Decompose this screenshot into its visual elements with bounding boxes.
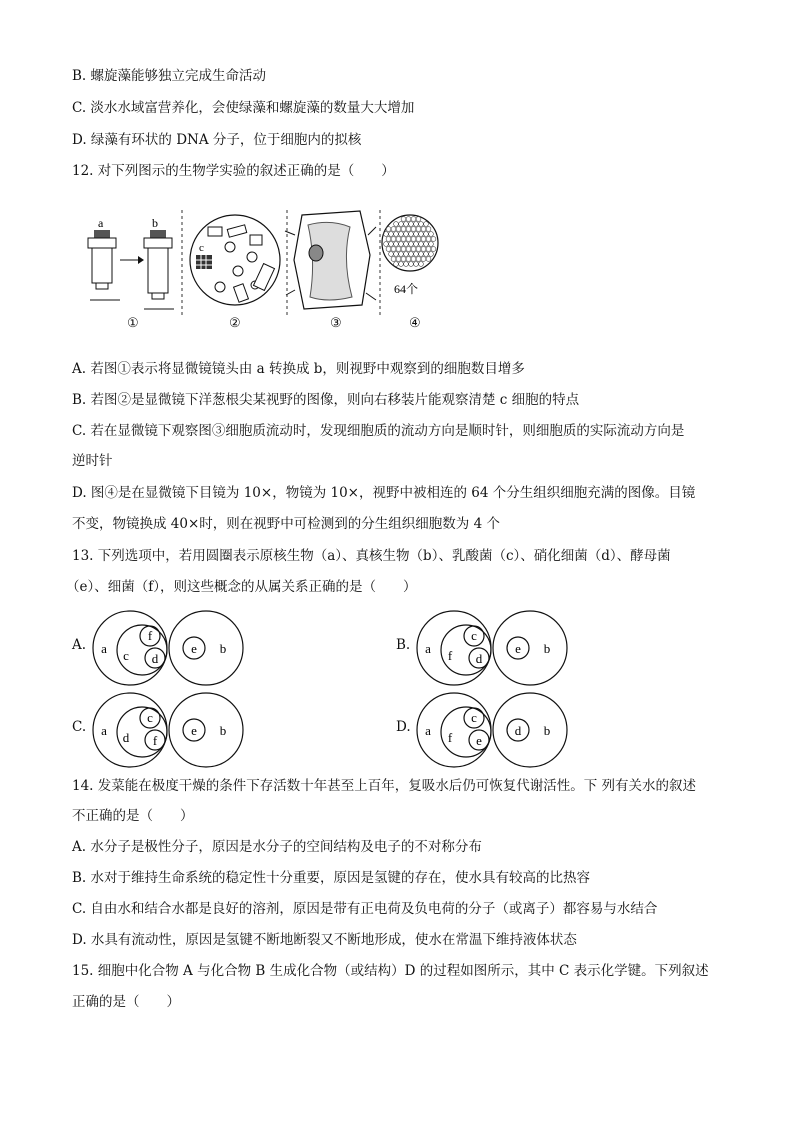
q11-option-d: D. 绿藻有环状的 DNA 分子，位于细胞内的拟核	[72, 132, 362, 148]
q13-option-label: D.	[396, 719, 411, 735]
figure-caption-2: ②	[229, 316, 241, 331]
q13-option-label: A.	[72, 637, 87, 653]
lens-b-label: b	[152, 216, 158, 230]
objective-lens-a	[88, 230, 116, 289]
q11-option-c: C. 淡水水域富营养化，会使绿藻和螺旋藻的数量大大增加	[72, 100, 415, 116]
q15-stem-line1: 15. 细胞中化合物 A 与化合物 B 生成化合物（或结构）D 的过程如图所示，其中 C 表示化学键。下列叙述	[72, 963, 709, 979]
venn-label-outer: a	[101, 641, 107, 656]
q12-option-c-line2: 逆时针	[72, 453, 113, 469]
venn-label-inner-bottom: d	[151, 651, 159, 666]
q11-option-b: B. 螺旋藻能够独立完成生命活动	[72, 68, 267, 84]
q13-venn-diagram	[416, 690, 596, 770]
q13-stem-line2: （e）、细菌（f），则这些概念的从属关系正确的是（ ）	[66, 579, 417, 595]
venn-label-inner-bottom: f	[152, 733, 158, 748]
figure-caption-4: ④	[409, 316, 421, 331]
cell-c-label: c	[199, 242, 204, 254]
q12-option-b: B. 若图②是显微镜下洋葱根尖某视野的图像，则向右移装片能观察清楚 c 细胞的特点	[72, 392, 580, 408]
venn-label-inner-top: f	[147, 628, 153, 643]
venn-label-right-outer: b	[219, 641, 227, 656]
q13-venn-diagram	[92, 608, 272, 688]
q12-option-a: A. 若图①表示将显微镜镜头由 a 转换成 b，则视野中观察到的细胞数目增多	[72, 361, 525, 377]
venn-label-middle: c	[123, 648, 129, 663]
root-tip-view	[190, 215, 280, 305]
arrow-right-icon	[138, 256, 144, 264]
venn-label-inner-bottom: e	[476, 733, 482, 748]
q13-venn-diagram	[92, 690, 272, 770]
q13-venn-diagram	[416, 608, 596, 688]
q14-option-d: D. 水具有流动性，原因是氢键不断地断裂又不断地形成，使水在常温下维持液体状态	[72, 932, 577, 948]
venn-label-right-inner: d	[514, 723, 522, 738]
venn-label-inner-top: c	[147, 710, 153, 725]
venn-label-outer: a	[425, 641, 431, 656]
venn-label-right-inner: e	[515, 641, 521, 656]
venn-label-right-inner: e	[191, 641, 197, 656]
figure-caption-3: ③	[330, 316, 342, 331]
venn-label-middle: f	[447, 730, 453, 745]
venn-label-right-outer: b	[219, 723, 227, 738]
q12-option-d-line2: 不变，物镜换成 40×时，则在视野中可检测到的分生组织细胞数为 4 个	[72, 516, 500, 532]
venn-label-right-outer: b	[543, 641, 551, 656]
q14-option-c: C. 自由水和结合水都是良好的溶剂，原因是带有正电荷及负电荷的分子（或离子）都容易与水结合	[72, 901, 658, 917]
venn-label-inner-top: c	[471, 710, 477, 725]
venn-label-middle: d	[122, 730, 130, 745]
q14-option-a: A. 水分子是极性分子，原因是水分子的空间结构及电子的不对称分布	[72, 839, 482, 855]
q14-stem-line2: 不正确的是（ ）	[72, 808, 194, 824]
q12-option-c-line1: C. 若在显微镜下观察图③细胞质流动时，发现细胞质的流动方向是顺时针，则细胞质的实际流动方向是	[72, 423, 685, 439]
q13-option-label: C.	[72, 719, 87, 735]
venn-label-outer: a	[101, 723, 107, 738]
venn-label-inner-top: c	[471, 628, 477, 643]
venn-label-right-inner: e	[191, 723, 197, 738]
q12-stem: 12. 对下列图示的生物学实验的叙述正确的是（ ）	[72, 163, 395, 179]
lens-a-label: a	[98, 216, 104, 230]
q13-stem-line1: 13. 下列选项中，若用圆圈表示原核生物（a）、真核生物（b）、乳酸菌（c）、硝化细菌（d）、酵母菌	[72, 548, 671, 564]
venn-label-middle: f	[447, 648, 453, 663]
objective-lens-b	[144, 230, 172, 299]
q14-option-b: B. 水对于维持生命系统的稳定性十分重要，原因是氢键的存在，使水具有较高的比热容	[72, 870, 591, 886]
meristem-cells-view	[382, 215, 438, 271]
venn-label-right-outer: b	[543, 723, 551, 738]
q15-stem-line2: 正确的是（ ）	[72, 994, 180, 1010]
figure-caption-1: ①	[127, 316, 139, 331]
venn-label-outer: a	[425, 723, 431, 738]
q13-option-label: B.	[396, 637, 411, 653]
q12-option-d-line1: D. 图④是在显微镜下目镜为 10×，物镜为 10×，视野中被相连的 64 个分生组织细胞充满的图像。目镜	[72, 485, 696, 501]
venn-right-outer-circle	[169, 611, 243, 685]
venn-right-outer-circle	[169, 693, 243, 767]
plant-cell	[285, 211, 376, 309]
q14-stem-line1: 14. 发菜能在极度干燥的条件下存活数十年甚至上百年，复吸水后仍可恢复代谢活性。下 列有关水的叙述	[72, 778, 697, 794]
venn-label-inner-bottom: d	[475, 651, 483, 666]
venn-right-outer-circle	[493, 693, 567, 767]
cell-count-label: 64个	[394, 282, 419, 296]
venn-right-outer-circle	[493, 611, 567, 685]
